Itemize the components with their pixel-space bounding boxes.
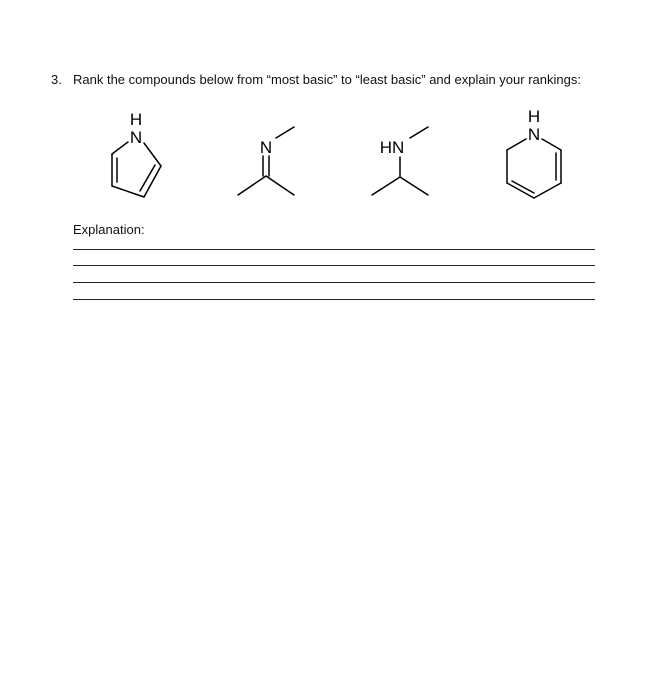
compound-amine [360,115,440,200]
compound-dihydropyridine [494,102,574,207]
imine-bond-c-right-methyl [266,176,294,195]
pyrrole-bond-c5-n [144,143,161,166]
dihydropyridine-n-label: N [527,125,541,144]
imine-bond-n-methyl [276,127,294,138]
answer-line-1[interactable] [73,249,595,250]
amine-bond-ch-right-methyl [400,177,428,195]
pyrrole-h-label: H [129,110,143,129]
imine-bond-c-left-methyl [238,176,266,195]
pyrrole-bond-c4-c5-inner [140,165,155,191]
explanation-label: Explanation: [73,222,145,237]
question-text: Rank the compounds below from “most basic” to “least basic” and explain your rankings: [73,72,581,87]
amine-bond-n-methyl [410,127,428,138]
question-number: 3. [51,72,62,87]
dihydropyridine-bond-c6-n [542,139,561,150]
amine-bond-ch-left-methyl [372,177,400,195]
answer-line-4[interactable] [73,299,595,300]
pyrrole-bond-c3-c4 [112,186,144,197]
compound-pyrrole [100,105,170,200]
compound-imine [228,115,308,200]
dihydropyridine-bond-c4-c5 [534,183,561,198]
question-prompt [51,72,581,88]
dihydropyridine-h-label: H [527,107,541,126]
answer-line-3[interactable] [73,282,595,283]
answer-line-2[interactable] [73,265,595,266]
dihydropyridine-bond-n-c2 [507,139,526,150]
imine-n-label: N [259,138,273,157]
amine-hn-label: HN [379,138,405,157]
pyrrole-n-label: N [129,128,143,147]
pyrrole-bond-n-c2 [112,142,128,154]
